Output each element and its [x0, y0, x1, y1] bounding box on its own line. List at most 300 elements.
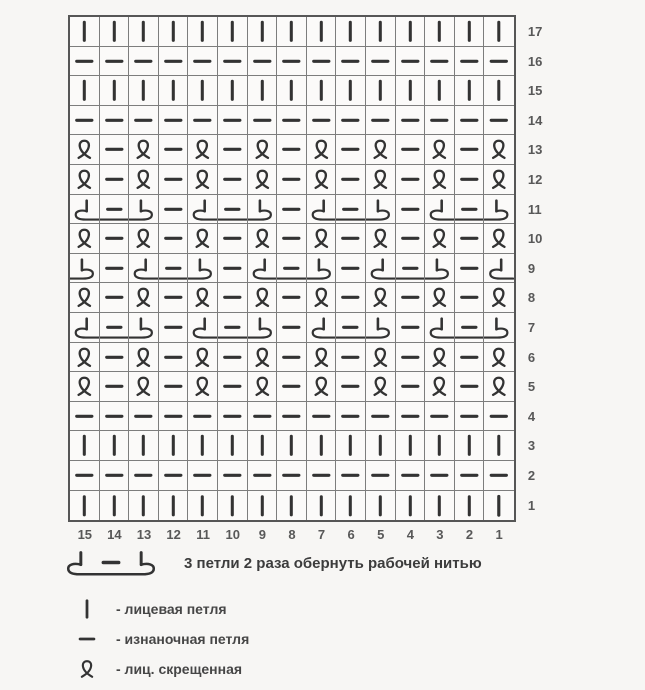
row-number: 6 — [527, 349, 536, 365]
wrap-right-icon — [188, 254, 217, 283]
purl-icon — [484, 402, 514, 431]
purl-icon — [100, 135, 129, 164]
purl-icon — [366, 461, 395, 490]
column-number: 5 — [377, 527, 385, 543]
grid-cell — [425, 254, 455, 284]
grid-cell — [248, 313, 278, 343]
grid-cell — [100, 47, 130, 77]
wrap-right-icon — [484, 195, 514, 224]
grid-cell — [129, 135, 159, 165]
grid-cell — [100, 372, 130, 402]
wrap-mid-icon — [218, 195, 247, 224]
grid-cell — [425, 224, 455, 254]
grid-row — [70, 313, 514, 343]
legend-item — [72, 654, 482, 684]
twisted-icon — [425, 165, 454, 194]
grid-cell — [336, 372, 366, 402]
purl-icon — [484, 47, 514, 76]
twisted-icon — [484, 343, 514, 372]
grid-cell — [248, 165, 278, 195]
twisted-icon — [484, 165, 514, 194]
grid-cell — [248, 106, 278, 136]
knit-icon — [129, 431, 158, 460]
grid-cell — [218, 461, 248, 491]
knit-icon — [455, 76, 484, 105]
knit-icon — [129, 491, 158, 521]
purl-icon — [455, 283, 484, 312]
grid-cell — [70, 372, 100, 402]
grid-cell — [129, 17, 159, 47]
purl-icon — [100, 402, 129, 431]
grid-cell — [159, 343, 189, 373]
grid-cell — [218, 106, 248, 136]
grid-cell — [366, 461, 396, 491]
grid-cell — [336, 135, 366, 165]
grid-cell — [277, 195, 307, 225]
knit-icon — [366, 76, 395, 105]
grid-cell — [484, 47, 514, 77]
purl-icon — [396, 165, 425, 194]
grid-cell — [100, 135, 130, 165]
purl-icon — [248, 402, 277, 431]
purl-icon — [455, 224, 484, 253]
wrap-left-icon — [366, 254, 395, 283]
knit-icon — [425, 76, 454, 105]
knit-icon — [188, 17, 217, 46]
purl-icon — [396, 461, 425, 490]
grid-cell — [455, 402, 485, 432]
grid-cell — [188, 47, 218, 77]
grid-cell — [159, 224, 189, 254]
row-number: 8 — [527, 290, 536, 306]
grid-row — [70, 343, 514, 373]
knit-icon — [129, 17, 158, 46]
grid-row — [70, 106, 514, 136]
purl-icon — [188, 461, 217, 490]
grid-cell — [248, 491, 278, 521]
twisted-icon — [307, 372, 336, 401]
grid-row — [70, 17, 514, 47]
twisted-icon — [248, 135, 277, 164]
grid-cell — [484, 313, 514, 343]
knit-icon — [159, 431, 188, 460]
purl-icon — [277, 283, 306, 312]
grid-cell — [336, 283, 366, 313]
grid-cell — [277, 224, 307, 254]
grid-cell — [248, 343, 278, 373]
knit-icon — [100, 491, 129, 521]
knit-icon — [100, 76, 129, 105]
twisted-icon — [366, 343, 395, 372]
purl-icon — [159, 372, 188, 401]
knit-icon — [70, 76, 99, 105]
knit-icon — [70, 491, 99, 521]
grid-cell — [159, 135, 189, 165]
wrap-right-icon — [248, 195, 277, 224]
column-number: 12 — [166, 527, 181, 543]
knit-icon — [248, 491, 277, 521]
knit-icon — [366, 491, 395, 521]
grid-cell — [396, 195, 426, 225]
grid-cell — [455, 224, 485, 254]
purl-icon — [218, 165, 247, 194]
grid-cell — [100, 195, 130, 225]
twisted-icon — [484, 372, 514, 401]
grid-cell — [396, 76, 426, 106]
wrap-right-icon — [307, 254, 336, 283]
purl-icon — [218, 106, 247, 135]
grid-cell — [188, 402, 218, 432]
knit-icon — [396, 76, 425, 105]
grid-cell — [129, 313, 159, 343]
purl-icon — [188, 47, 217, 76]
grid-cell — [248, 402, 278, 432]
twisted-icon — [248, 165, 277, 194]
purl-icon — [455, 343, 484, 372]
purl-icon — [455, 47, 484, 76]
grid-cell — [455, 372, 485, 402]
knit-icon — [248, 17, 277, 46]
grid-row — [70, 195, 514, 225]
wrap-right-icon — [129, 313, 158, 342]
knit-icon — [159, 76, 188, 105]
grid-cell — [159, 283, 189, 313]
grid-cell — [484, 283, 514, 313]
knit-icon — [455, 17, 484, 46]
grid-cell — [100, 224, 130, 254]
grid-cell — [218, 17, 248, 47]
grid-cell — [307, 106, 337, 136]
knit-icon — [307, 491, 336, 521]
grid-cell — [366, 313, 396, 343]
grid-cell — [129, 343, 159, 373]
wrap-right-icon — [366, 195, 395, 224]
grid-cell — [70, 491, 100, 521]
knit-icon — [307, 76, 336, 105]
grid-cell — [455, 47, 485, 77]
twisted-icon — [366, 135, 395, 164]
purl-icon — [425, 106, 454, 135]
purl-icon — [396, 135, 425, 164]
grid-cell — [484, 106, 514, 136]
grid-cell — [396, 313, 426, 343]
knit-icon — [396, 17, 425, 46]
grid-cell — [70, 313, 100, 343]
twisted-icon — [188, 165, 217, 194]
row-number: 13 — [527, 142, 543, 158]
purl-icon — [336, 135, 365, 164]
wrap-mid-icon — [336, 195, 365, 224]
knit-icon — [336, 491, 365, 521]
grid-cell — [218, 76, 248, 106]
purl-icon — [455, 402, 484, 431]
wrap-mid-icon — [336, 313, 365, 342]
grid-cell — [277, 47, 307, 77]
knit-icon — [307, 431, 336, 460]
twisted-icon — [188, 135, 217, 164]
grid-cell — [425, 47, 455, 77]
grid-cell — [70, 17, 100, 47]
column-number: 4 — [406, 527, 414, 543]
twisted-icon — [129, 224, 158, 253]
grid-cell — [277, 461, 307, 491]
grid-cell — [248, 372, 278, 402]
grid-cell — [277, 313, 307, 343]
wrap-left-icon — [425, 195, 454, 224]
knit-icon — [425, 491, 454, 521]
column-number: 6 — [347, 527, 355, 543]
grid-cell — [307, 491, 337, 521]
column-number: 10 — [225, 527, 240, 543]
knit-icon — [277, 17, 306, 46]
grid-cell — [129, 47, 159, 77]
twisted-icon — [70, 135, 99, 164]
purl-icon — [248, 461, 277, 490]
purl-icon — [100, 165, 129, 194]
grid-cell — [100, 431, 130, 461]
grid-cell — [366, 283, 396, 313]
twisted-icon — [425, 224, 454, 253]
grid-cell — [277, 283, 307, 313]
grid-cell — [188, 135, 218, 165]
legend-items — [72, 594, 482, 684]
legend-item — [72, 624, 482, 654]
wrap-stitch-icon — [60, 546, 162, 580]
grid-cell — [218, 402, 248, 432]
grid-cell — [484, 343, 514, 373]
purl-icon — [159, 283, 188, 312]
grid-cell — [159, 195, 189, 225]
grid-cell — [455, 461, 485, 491]
purl-icon — [307, 106, 336, 135]
purl-icon — [425, 461, 454, 490]
grid-cell — [218, 491, 248, 521]
grid-cell — [366, 76, 396, 106]
row-number: 5 — [527, 379, 536, 395]
grid-cell — [484, 461, 514, 491]
grid-cell — [396, 402, 426, 432]
grid-cell — [70, 106, 100, 136]
wrap-left-icon — [248, 254, 277, 283]
purl-icon — [336, 372, 365, 401]
legend-item-label: - изнаночная петля — [116, 631, 250, 647]
grid-cell — [396, 431, 426, 461]
grid-cell — [396, 343, 426, 373]
legend-wrap-row — [60, 546, 482, 580]
grid-cell — [218, 254, 248, 284]
grid-row — [70, 283, 514, 313]
grid-cell — [425, 461, 455, 491]
knit-icon — [455, 431, 484, 460]
grid-cell — [336, 195, 366, 225]
grid-cell — [396, 254, 426, 284]
knit-icon — [100, 17, 129, 46]
grid-cell — [100, 491, 130, 521]
grid-cell — [336, 224, 366, 254]
grid-cell — [100, 17, 130, 47]
knit-icon — [70, 431, 99, 460]
grid-cell — [484, 76, 514, 106]
wrap-right-icon — [366, 313, 395, 342]
twisted-icon — [366, 224, 395, 253]
grid-cell — [248, 431, 278, 461]
grid-cell — [159, 461, 189, 491]
grid-row — [70, 165, 514, 195]
wrap-left-icon — [188, 195, 217, 224]
purl-icon — [277, 372, 306, 401]
purl-icon — [277, 195, 306, 224]
row-number: 12 — [527, 171, 543, 187]
knit-icon — [248, 76, 277, 105]
row-number: 1 — [527, 497, 536, 513]
column-number: 14 — [107, 527, 122, 543]
twisted-icon — [484, 135, 514, 164]
grid-cell — [218, 47, 248, 77]
grid-cell — [218, 283, 248, 313]
column-number: 15 — [77, 527, 93, 543]
purl-icon — [396, 106, 425, 135]
twisted-icon — [307, 283, 336, 312]
grid-cell — [129, 372, 159, 402]
grid-cell — [129, 402, 159, 432]
wrap-right-icon — [484, 313, 514, 342]
knit-icon — [218, 431, 247, 460]
grid-cell — [366, 17, 396, 47]
grid-cell — [455, 343, 485, 373]
grid-cell — [70, 165, 100, 195]
knit-icon — [484, 491, 514, 521]
grid-cell — [425, 343, 455, 373]
twisted-icon — [188, 372, 217, 401]
knit-icon — [455, 491, 484, 521]
grid-cell — [277, 491, 307, 521]
legend-item — [72, 594, 482, 624]
grid-cell — [277, 135, 307, 165]
column-number: 13 — [136, 527, 152, 543]
grid-cell — [366, 195, 396, 225]
twisted-icon — [188, 224, 217, 253]
knit-icon — [277, 431, 306, 460]
twisted-icon — [70, 372, 99, 401]
grid-cell — [307, 283, 337, 313]
grid-cell — [484, 431, 514, 461]
grid-cell — [70, 195, 100, 225]
twisted-icon — [248, 372, 277, 401]
purl-icon — [159, 195, 188, 224]
knit-icon — [396, 491, 425, 521]
column-number: 9 — [258, 527, 266, 543]
purl-icon — [100, 461, 129, 490]
purl-icon — [455, 254, 484, 283]
grid-cell — [248, 224, 278, 254]
wrap-mid-icon — [396, 254, 425, 283]
grid-cell — [277, 372, 307, 402]
purl-icon — [159, 343, 188, 372]
knit-icon — [159, 491, 188, 521]
knit-icon — [307, 17, 336, 46]
purl-icon — [425, 47, 454, 76]
grid-cell — [455, 491, 485, 521]
grid-cell — [366, 135, 396, 165]
grid-cell — [366, 402, 396, 432]
grid-cell — [425, 76, 455, 106]
twisted-icon — [307, 165, 336, 194]
knit-icon — [425, 431, 454, 460]
grid-cell — [188, 491, 218, 521]
grid-cell — [277, 165, 307, 195]
grid-cell — [307, 17, 337, 47]
grid-cell — [484, 372, 514, 402]
grid-row — [70, 431, 514, 461]
purl-icon — [100, 372, 129, 401]
grid-cell — [188, 17, 218, 47]
grid-cell — [159, 17, 189, 47]
purl-icon — [277, 313, 306, 342]
purl-icon — [218, 343, 247, 372]
wrap-mid-icon — [218, 313, 247, 342]
twisted-icon — [484, 283, 514, 312]
purl-icon — [484, 106, 514, 135]
purl-icon — [277, 47, 306, 76]
knit-icon — [188, 76, 217, 105]
purl-icon — [218, 135, 247, 164]
grid-cell — [396, 372, 426, 402]
grid-cell — [218, 224, 248, 254]
twisted-icon — [188, 283, 217, 312]
twisted-icon — [70, 283, 99, 312]
grid-cell — [277, 76, 307, 106]
purl-icon — [396, 224, 425, 253]
grid-cell — [455, 283, 485, 313]
legend-wrap-label: 3 петли 2 раза обернуть рабочей нитью — [184, 554, 482, 572]
knit-icon — [248, 431, 277, 460]
grid-cell — [484, 135, 514, 165]
grid-cell — [484, 195, 514, 225]
knit-icon — [277, 491, 306, 521]
grid-cell — [307, 47, 337, 77]
purl-icon — [159, 313, 188, 342]
grid-cell — [248, 76, 278, 106]
column-number: 1 — [495, 527, 503, 543]
grid-cell — [455, 106, 485, 136]
grid-cell — [336, 343, 366, 373]
grid-cell — [70, 431, 100, 461]
purl-icon — [218, 224, 247, 253]
purl-icon — [455, 135, 484, 164]
purl-icon — [396, 372, 425, 401]
knit-icon — [218, 76, 247, 105]
grid-cell — [188, 165, 218, 195]
wrap-left-icon — [129, 254, 158, 283]
knit-icon — [188, 491, 217, 521]
grid-cell — [396, 491, 426, 521]
grid-cell — [129, 431, 159, 461]
grid-cell — [70, 76, 100, 106]
grid-cell — [366, 224, 396, 254]
twisted-icon — [70, 165, 99, 194]
twisted-icon — [188, 343, 217, 372]
row-number: 14 — [527, 112, 543, 128]
wrap-left-icon — [188, 313, 217, 342]
grid-cell — [129, 76, 159, 106]
twisted-icon — [70, 224, 99, 253]
grid-cell — [307, 431, 337, 461]
wrap-left-icon — [307, 195, 336, 224]
grid-row — [70, 224, 514, 254]
grid-cell — [336, 402, 366, 432]
purl-icon — [248, 106, 277, 135]
grid-cell — [188, 254, 218, 284]
